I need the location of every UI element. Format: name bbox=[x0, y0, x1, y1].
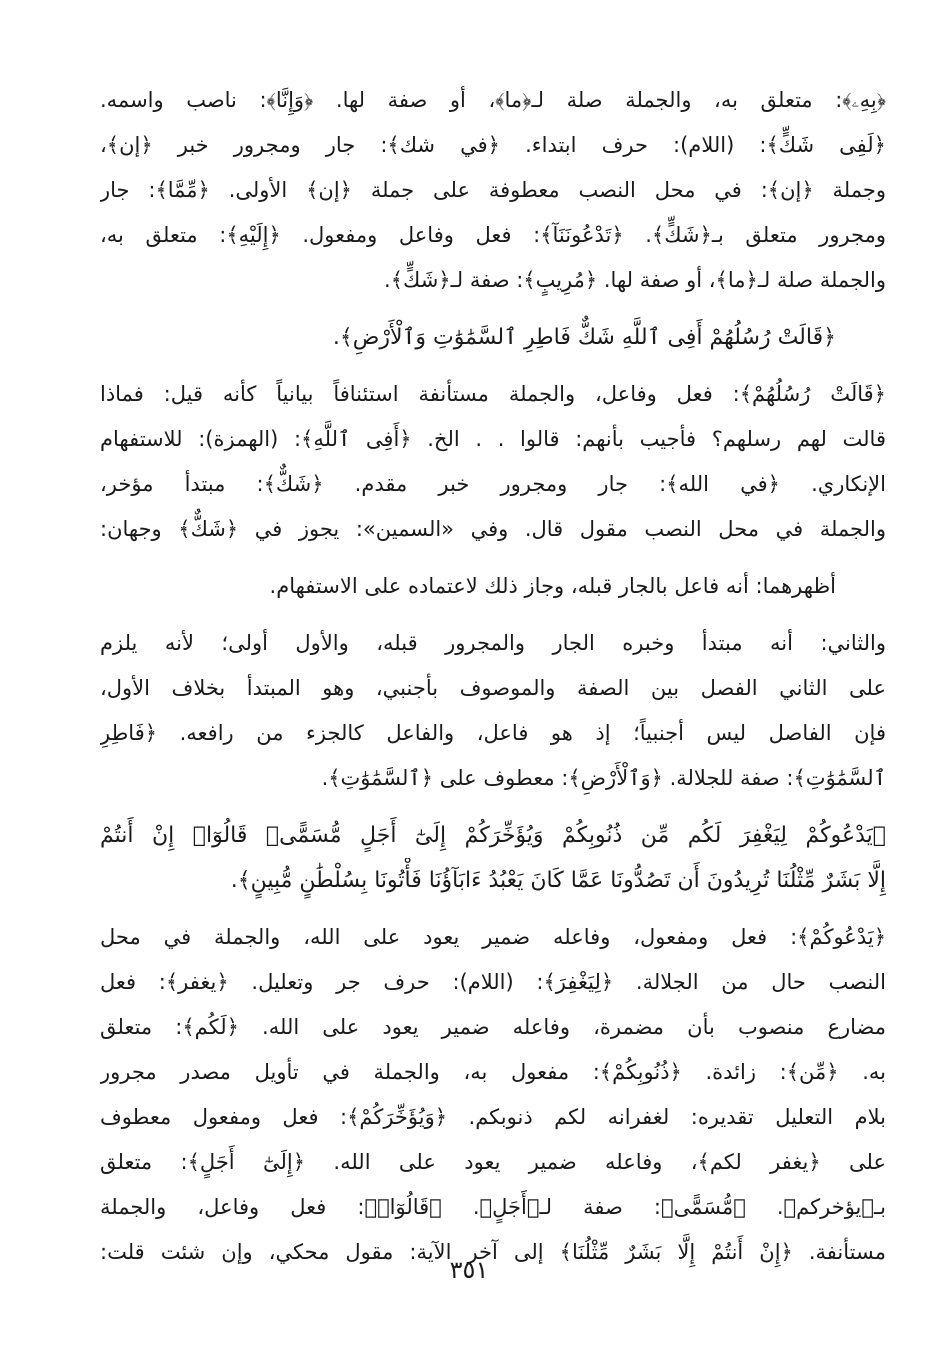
verse-line: ﴿يَدْعُوكُمْ لِيَغْفِرَ لَكُم مِّن ذُنُوبِكُمْ وَيُؤَخِّرَكُمْ إِلَىٰٓ أَجَلٍ مُّسَمًّىۚ قَالُوٓا۟ إِنْ أَنتُمْ bbox=[100, 823, 886, 848]
page-body bbox=[100, 78, 886, 1275]
verse-line: ﴿قَالَتْ رُسُلُهُمْ أَفِى ٱللَّهِ شَكٌّ فَاطِرِ ٱلسَّمَٰوَٰتِ وَٱلْأَرْضِ﴾. bbox=[332, 325, 836, 350]
text-line: فإن الفاصل ليس أجنبياً؛ إذ هو فاعل، والفاعل كالجزء من رافعه. ﴿فَاطِرِ bbox=[100, 721, 886, 745]
text-line: ومجرور متعلق بـ﴿شَكٍّ﴾. ﴿تَدْعُونَنَآ﴾: فعل وفاعل ومفعول. ﴿إِلَيْهِ﴾: متعلق به، bbox=[100, 223, 886, 247]
text-line: بـ﴿يؤخركم﴾. ﴿مُّسَمًّى﴾: صفة لـ﴿أَجَلٍ﴾. ﴿قَالُوٓا۟﴾: فعل وفاعل، والجملة bbox=[100, 1195, 886, 1219]
text-line: ٱلسَّمَٰوَٰتِ﴾: صفة للجلالة. ﴿وَٱلْأَرْضِ﴾: معطوف على ﴿ٱلسَّمَٰوَٰتِ﴾. bbox=[321, 766, 886, 790]
text-line: النصب حال من الجلالة. ﴿لِيَغْفِرَ﴾: (اللام): حرف جر وتعليل. ﴿يغفر﴾: فعل bbox=[100, 970, 886, 994]
para-4 bbox=[100, 621, 886, 801]
para-2 bbox=[100, 372, 886, 552]
text-line: على ﴿يغفر لكم﴾، وفاعله ضمير يعود على الله. ﴿إِلَىٰٓ أَجَلٍ﴾: متعلق bbox=[100, 1150, 886, 1174]
verse-2 bbox=[100, 813, 886, 903]
text-line: ﴿بِهِۦ﴾: متعلق به، والجملة صلة لـ﴿ما﴾، أو صفة لها. ﴿وَإِنَّا﴾: ناصب واسمه. bbox=[100, 88, 886, 112]
text-line: قالت لهم رسلهم؟ فأجيب بأنهم: قالوا . . الخ. ﴿أَفِى ٱللَّهِ﴾: (الهمزة): للاستفهام bbox=[100, 427, 886, 451]
para-3 bbox=[100, 564, 886, 609]
text-line: ﴿لَفِى شَكٍّ﴾: (اللام): حرف ابتداء. ﴿في شك﴾: جار ومجرور خبر ﴿إن﴾، bbox=[100, 133, 886, 157]
text-line: مضارع منصوب بأن مضمرة، وفاعله ضمير يعود على الله. ﴿لَكُم﴾: متعلق bbox=[100, 1015, 886, 1039]
para-5 bbox=[100, 915, 886, 1275]
para-1 bbox=[100, 78, 886, 303]
text-line: مستأنفة. ﴿إِنْ أَنتُمْ إِلَّا بَشَرٌ مِّثْلُنَا﴾ إلى آخر الآية: مقول محكي، وإن شئت قلت: bbox=[100, 1240, 886, 1264]
text-line: والجملة صلة لـ﴿ما﴾، أو صفة لها. ﴿مُرِيبٍ﴾: صفة لـ﴿شَكٍّ﴾. bbox=[384, 268, 886, 292]
verse-line: إِلَّا بَشَرٌ مِّثْلُنَا تُرِيدُونَ أَن تَصُدُّونَا عَمَّا كَانَ يَعْبُدُ ءَابَآؤُنَا فَأْتُونَا بِسُلْطَٰنٍ مُّبِينٍ﴾. bbox=[230, 868, 886, 893]
verse-1 bbox=[100, 315, 886, 360]
text-line: وجملة ﴿إن﴾: في محل النصب معطوفة على جملة ﴿إن﴾ الأولى. ﴿مِّمَّا﴾: جار bbox=[100, 178, 886, 202]
text-line: والجملة في محل النصب مقول قال. وفي «السمين»: يجوز في ﴿شَكٌّ﴾ وجهان: bbox=[100, 517, 886, 541]
page-number: ٣٥١ bbox=[449, 1256, 489, 1284]
text-line: بلام التعليل تقديره: لغفرانه لكم ذنوبكم. ﴿وَيُؤَخِّرَكُمْ﴾: فعل ومفعول معطوف bbox=[100, 1105, 886, 1129]
text-line: أظهرهما: أنه فاعل بالجار قبله، وجاز ذلك لاعتماده على الاستفهام. bbox=[269, 574, 836, 598]
text-line: الإنكاري. ﴿في الله﴾: جار ومجرور خبر مقدم. ﴿شَكٌّ﴾: مبتدأ مؤخر، bbox=[100, 472, 886, 496]
text-line: به. ﴿مِّن﴾: زائدة. ﴿ذُنُوبِكُمْ﴾: مفعول به، والجملة في تأويل مصدر مجرور bbox=[100, 1060, 886, 1084]
text-line: على الثاني الفصل بين الصفة والموصوف بأجنبي، وهو المبتدأ بخلاف الأول، bbox=[100, 676, 886, 700]
text-line: والثاني: أنه مبتدأ وخبره الجار والمجرور قبله، والأول أولى؛ لأنه يلزم bbox=[100, 631, 886, 655]
text-line: ﴿يَدْعُوكُمْ﴾: فعل ومفعول، وفاعله ضمير يعود على الله، والجملة في محل bbox=[100, 925, 886, 949]
text-line: ﴿قَالَتْ رُسُلُهُمْ﴾: فعل وفاعل، والجملة مستأنفة استئنافاً بيانياً كأنه قيل: فماذا bbox=[100, 382, 886, 406]
